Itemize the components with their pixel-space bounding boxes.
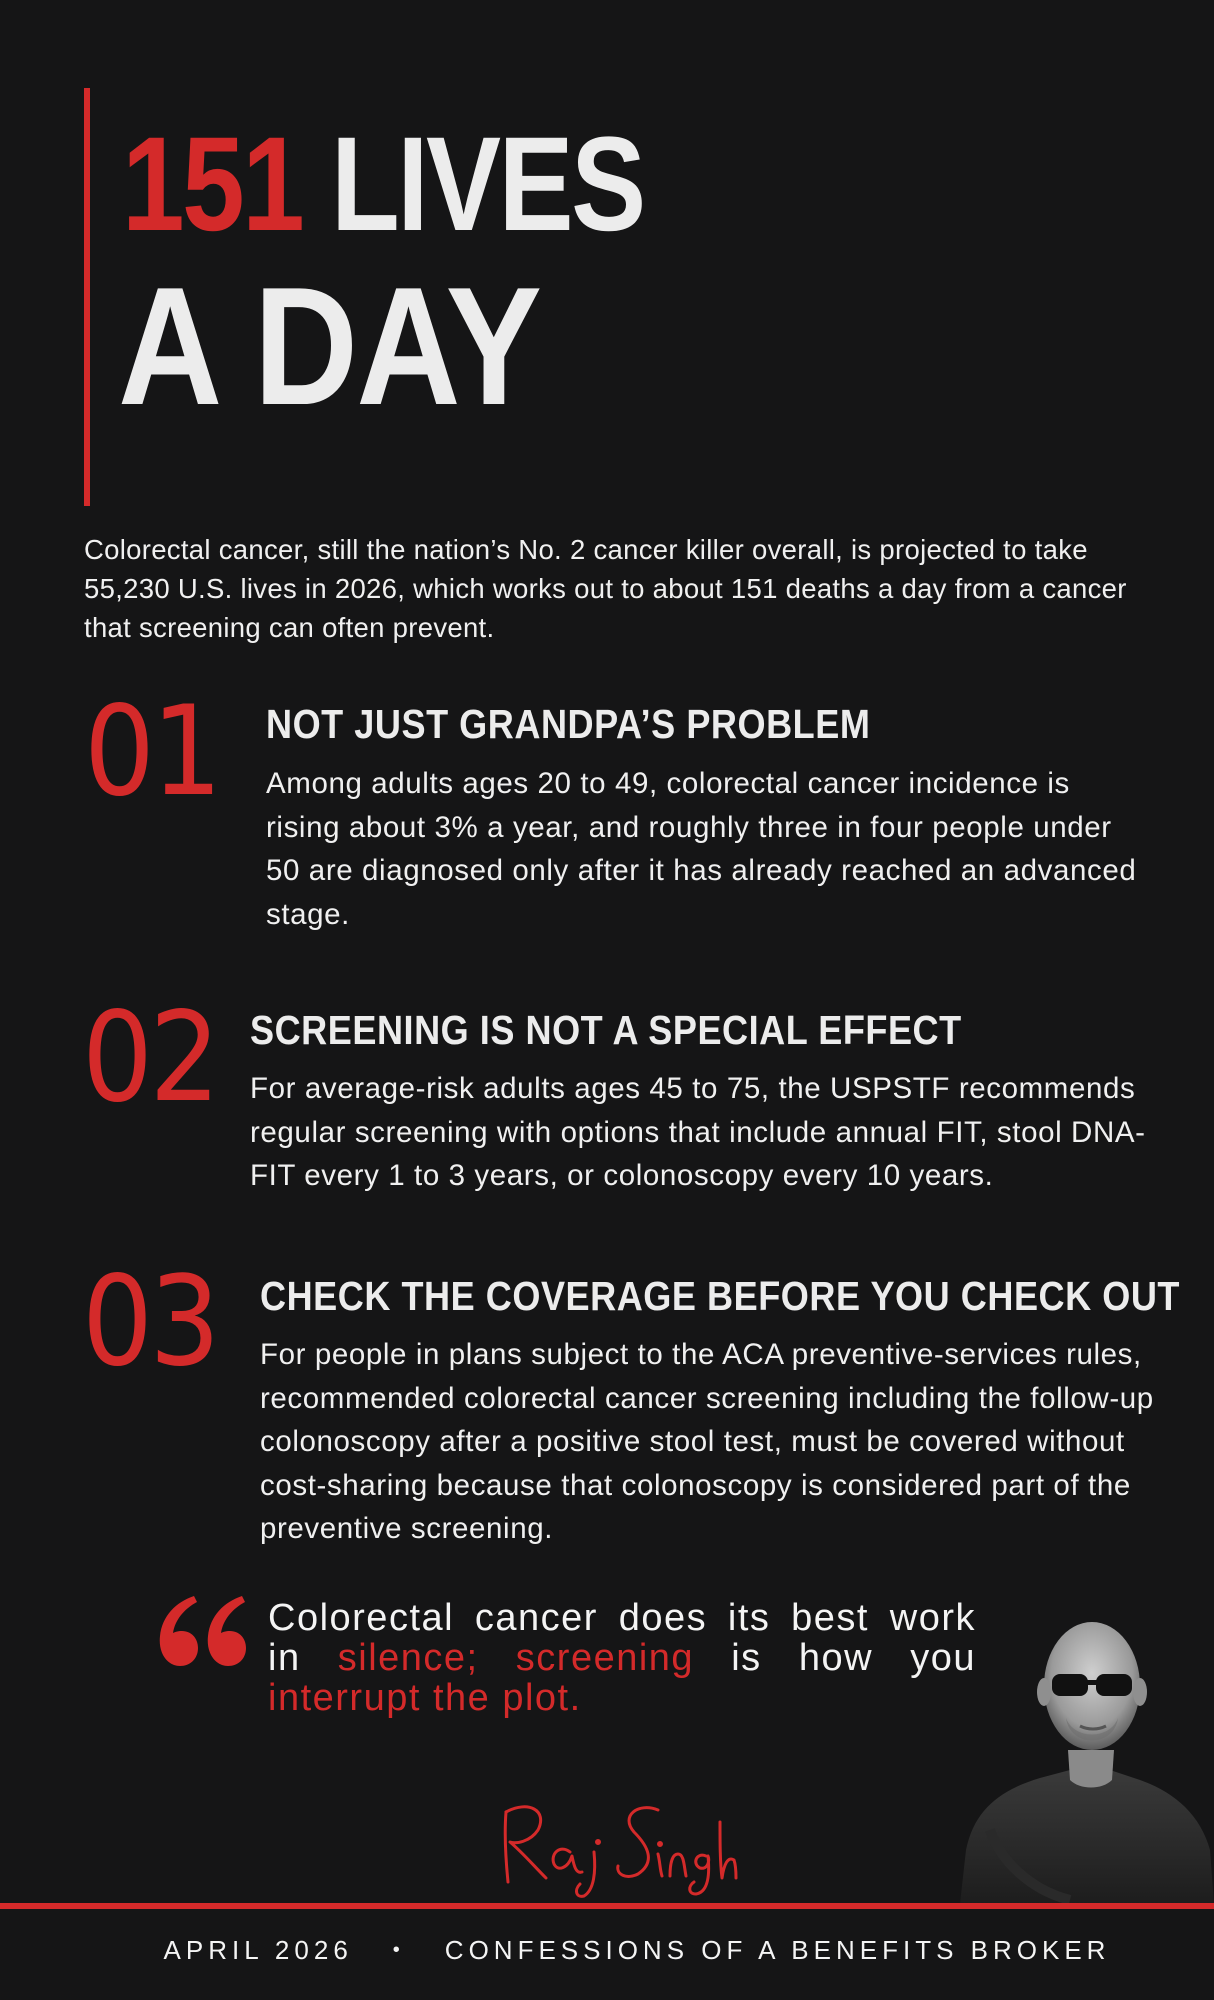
quote-part-3: is how you xyxy=(694,1637,977,1679)
quote-icon xyxy=(154,1590,246,1668)
section-body-02: For average-risk adults ages 45 to 75, the USPSTF recommends regular screening with options that include annual FIT, stool DNA-FIT every 1 to 3 years, or colonoscopy every 10 years. xyxy=(250,1072,1146,1192)
section-title-01: NOT JUST GRANDPA’S PROBLEM xyxy=(266,701,871,747)
footer-separator: • xyxy=(392,1938,405,1961)
section-number-02: 02 xyxy=(82,986,217,1130)
quote-part-4: interrupt the plot. xyxy=(268,1677,582,1719)
pull-quote xyxy=(268,1598,976,1718)
quote-part-2: silence; screening xyxy=(337,1637,695,1679)
accent-bar xyxy=(84,88,90,506)
section-body-01: Among adults ages 20 to 49, colorectal cancer incidence is rising about 3% a year, and roughly three in four people under 50 are diagnosed only after it has already reached an advanced stage. xyxy=(266,767,1137,931)
footer-rule xyxy=(0,1903,1214,1909)
section-number-03: 03 xyxy=(82,1250,217,1394)
headline-line-1 xyxy=(122,110,644,259)
headline-number: 151 xyxy=(122,110,303,259)
headline-word: LIVES xyxy=(331,110,644,259)
footer-content xyxy=(104,1935,1111,1966)
footer-series: CONFESSIONS OF A BENEFITS BROKER xyxy=(444,1934,1111,1965)
section-number-01: 01 xyxy=(84,680,219,824)
quote-part-1: Colorectal cancer does its best work in xyxy=(268,1597,976,1679)
section-body-03: For people in plans subject to the ACA preventive-services rules, recommended colorectal cancer screening including the follow-up colonoscopy after a positive stool test, must be covered without cost-sharing because that colonoscopy is considered part of the preventive screening. xyxy=(260,1338,1154,1545)
signature xyxy=(488,1782,738,1902)
section-title-02: SCREENING IS NOT A SPECIAL EFFECT xyxy=(250,1007,962,1053)
headline-line-2: A DAY xyxy=(118,252,541,440)
footer-date: APRIL 2026 xyxy=(163,1934,353,1965)
footer xyxy=(0,1930,1214,1970)
portrait-photo xyxy=(960,1600,1214,1904)
intro-paragraph: Colorectal cancer, still the nation’s No. 2 cancer killer overall, is projected to take 55,230 U.S. lives in 2026, which works out to about 151 deaths a day from a cancer that screening can often prevent. xyxy=(84,534,1127,643)
section-title-03: CHECK THE COVERAGE BEFORE YOU CHECK OUT xyxy=(260,1273,1181,1319)
